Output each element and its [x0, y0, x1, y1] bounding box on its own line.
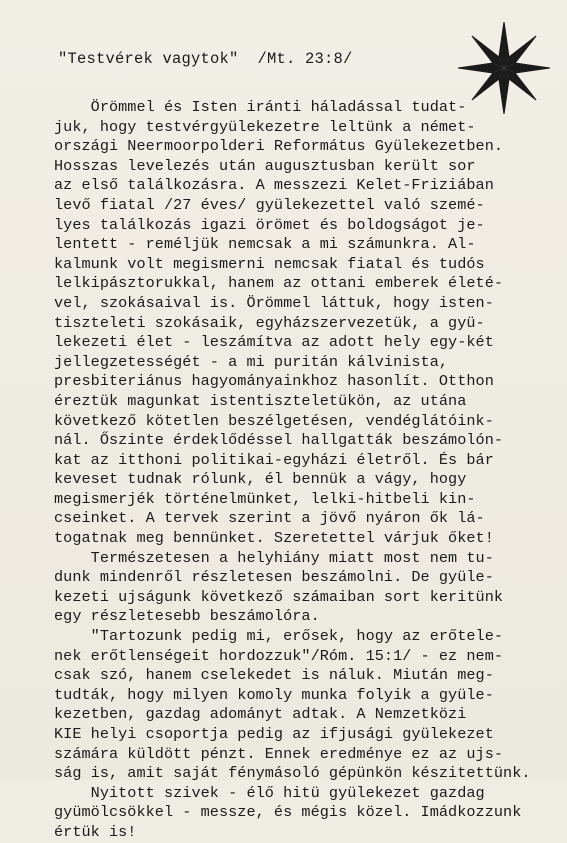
text-line: megismerjék történelmünket, lelki-hitbeli kin- [54, 489, 476, 508]
text-line: éreztük magunkat istentiszteletükön, az utána [54, 391, 467, 410]
text-line: számára küldött pénzt. Ennek eredménye ez az ujs- [54, 744, 504, 763]
text-line: kat az itthoni politikai-egyházi életről. És bár [54, 450, 494, 469]
text-line: gyümölcsökkel - messze, és mégis közel. Imádkozzunk [54, 803, 522, 822]
text-line: Örömmel és Isten iránti háladással tudat- [54, 98, 467, 116]
text-line: nál. Őszinte érdeklődéssel hallgatták beszámolón- [54, 431, 504, 450]
text-line: "Tartozunk pedig mi, erősek, hogy az erőtele- [54, 627, 504, 646]
text-line: az első találkozásra. A messzezi Kelet-Friziában [54, 176, 494, 195]
text-line: kezeti ujságunk következő számaiban sort keritünk [54, 587, 504, 606]
text-line: presbiteriánus hagyományainkhoz hasonlít. Otthon [54, 372, 494, 391]
text-line: egy részletesebb beszámolóra. [54, 607, 320, 626]
text-line: kalmunk volt megismerni nemcsak fiatal és tudós [54, 254, 485, 273]
text-line: lentett - reméljük nemcsak a mi számunkra. Al- [54, 235, 476, 254]
text-line: országi Neermoorpolderi Református Gyülekezetben. [54, 137, 504, 156]
text-line: jellegzetességét - a mi puritán kálvinista, [54, 352, 449, 371]
text-line: nek erőtlenségeit hordozzuk"/Róm. 15:1/ - ez nem- [54, 646, 504, 665]
text-line: ság is, amit saját fénymásoló gépünkön készitettünk. [54, 764, 531, 783]
text-line: lelkipásztorukkal, hanem az ottani emberek életé- [54, 274, 504, 293]
text-line: értük is! [54, 822, 137, 841]
text-line: cseinket. A tervek szerint a jövő nyáron ők lá- [54, 509, 485, 528]
text-line: juk, hogy testvérgyülekezetre leltünk a német- [54, 117, 476, 136]
text-line: Hosszas levelezés után augusztusban került sor [54, 156, 476, 175]
text-line: lyes találkozás igazi örömet és boldogságot je- [54, 215, 485, 234]
text-line: tudták, hogy milyen komoly munka folyik a gyüle- [54, 685, 494, 704]
text-line: csak szó, hanem cselekedet is náluk. Miután meg- [54, 666, 494, 685]
document-title: "Testvérek vagytok" /Mt. 23:8/ [58, 50, 353, 68]
text-line: dunk mindenről részletesen beszámolni. De gyüle- [54, 568, 494, 587]
text-line: levő fiatal /27 éves/ gyülekezettel való szemé- [54, 195, 485, 214]
text-line: következő kötetlen beszélgetésen, vendéglátóink- [54, 411, 494, 430]
text-line: togatnak meg bennünket. Szeretettel várjuk őket! [54, 529, 494, 548]
text-line: vel, szokásaival is. Örömmel láttuk, hogy isten- [54, 293, 494, 312]
article-body [54, 98, 531, 843]
text-line: lekezeti élet - leszámítva az adott hely egy-két [54, 333, 494, 352]
text-line: kezetben, gazdag adományt adtak. A Nemzetközi [54, 705, 467, 724]
text-line: keveset tudnak rólunk, él bennük a vágy, hogy [54, 470, 467, 489]
text-line: tiszteleti szokásaik, egyházszervezetük, a gyü- [54, 313, 485, 332]
text-line: KIE helyi csoportja pedig az ifjusági gyülekezet [54, 725, 494, 743]
text-line: Nyitott szivek - élő hitü gyülekezet gazdag [54, 783, 485, 802]
text-line: Természetesen a helyhiány miatt most nem tu- [54, 548, 494, 567]
